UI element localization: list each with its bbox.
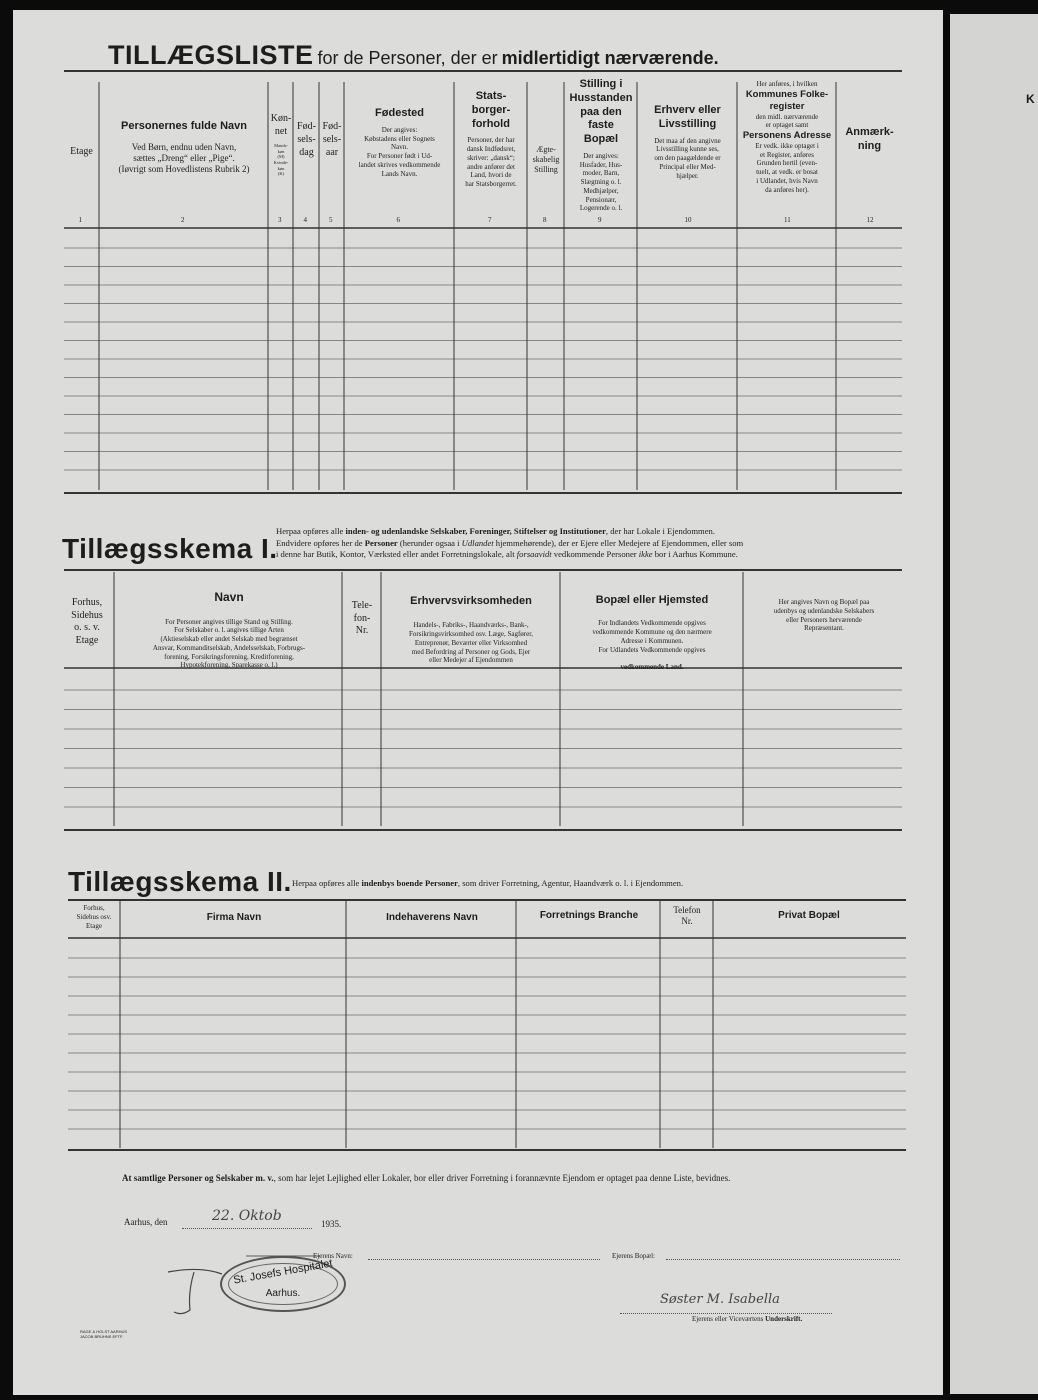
- skema2-intro: Herpaa opføres alle indenbys boende Personer, som driver Forretning, Agentur, Haandværk o. l. i Ejendommen.: [292, 878, 684, 888]
- table1-col-5: Fød- sels- aar: [322, 121, 342, 158]
- table1-col-2: Personernes fulde Navn Ved Børn, endnu uden Navn, sættes „Dreng“ eller „Pige“. (Iøvrigt som Hovedlistens Rubrik 2): [118, 120, 250, 175]
- table1-colnum-11: 11: [784, 216, 791, 224]
- skema2-col-bopael: Privat Bopæl: [778, 910, 840, 921]
- table1-col-8: Ægte- skabelig Stilling: [532, 145, 560, 174]
- ejer-bopael-line: [666, 1259, 900, 1260]
- table1-col-6: Fødested Der angives: Købstadens eller Sognets Navn. For Personer født i Ud- landet skrives vedkommende Lands Navn.: [358, 107, 441, 178]
- skema2-col-etage: Forhus, Sidehus osv. Etage: [76, 904, 112, 930]
- table1-colnum-5: 5: [329, 216, 333, 224]
- ejer-navn-label: Ejerens Navn:: [313, 1252, 353, 1260]
- skema1-col-erhverv: Erhvervsvirksomheden Handels-, Fabriks-, Haandværks-, Bank-, Forsikringsvirksomhed osv. Læge, Sagfører, Entreprenør, Beværter eller Virksomhed med Befordring af Personer og Gods, Ejer eller Medejer af Ejendommen: [408, 594, 534, 665]
- date-dotted-line: [182, 1228, 312, 1229]
- table1-col-7: Stats- borger- forhold Personer, der har dansk Indfødsret, skriver: „dansk“; andre anfører det Land, hvori de har Statsborgerret.: [465, 90, 517, 188]
- ejer-navn-line: [368, 1259, 600, 1260]
- footer-statement: At samtlige Personer og Selskaber m. v., som har lejet Lejlighed eller Lokaler, bor eller driver Forretning i forannævnte Ejendom er optaget paa denne Liste, bevidnes.: [122, 1173, 731, 1183]
- handwritten-flourish: [160, 1262, 230, 1322]
- skema2-title: Tillægsskema II.: [68, 866, 292, 897]
- signature: Søster M. Isabella: [660, 1292, 780, 1307]
- signature-caption: Ejerens eller Viceværtens Underskrift.: [692, 1315, 803, 1323]
- footer-date-line: Aarhus, den: [124, 1217, 168, 1227]
- table1-col-9: Stilling i Husstanden paa den faste Bopæl Der angives: Husfader, Hus- moder, Barn, Slægtning o. l. Medhjælper, Pensionær, Logerende o. l.: [569, 78, 633, 213]
- table1-col-11: Her anføres, i hvilken Kommunes Folke- register den midl. nærværende er optaget samt Personens Adresse Er vedk. ikke optaget i et Register, anføres Grunden hertil (even- tuelt, at vedk. er bosat i Udlandet, hvis Navn da anføres her).: [742, 80, 832, 194]
- date-handwritten: 22. Oktob: [212, 1208, 282, 1224]
- table1-colnum-8: 8: [543, 216, 547, 224]
- table1-col-3: Køn- net Mands- køn (M) Kvinde- køn (K): [270, 113, 292, 177]
- year: 1935.: [321, 1219, 342, 1229]
- table1-colnum-7: 7: [488, 216, 492, 224]
- skema2-col-branche: Forretnings Branche: [539, 910, 639, 921]
- table1-colnum-2: 2: [181, 216, 185, 224]
- ejer-bopael-label: Ejerens Bopæl:: [612, 1252, 655, 1260]
- skema2-col-telefon: Telefon Nr.: [673, 905, 701, 927]
- table1-col-1: Etage: [70, 146, 93, 157]
- skema1-col-bopael: Bopæl eller Hjemsted For Indlandets Vedkommende opgives vedkommende Kommune og den nærmere Adresse i Kommunen. For Udlandets Vedkommende opgives vedkommende Land.: [592, 593, 712, 671]
- skema1-col-navn: Navn For Personer angives tillige Stand og Stilling. For Selskaber o. l. angives tillige Arten (Aktieselskab eller andet Selskab med begrænset Ansvar, Kommanditselskab, Andelsselskab, Forbrugs- forening, Forsikringsforening, Kreditforening, Hypotekforening, Sparekasse o. l.): [152, 589, 306, 670]
- table1-colnum-4: 4: [303, 216, 307, 224]
- table1-colnum-12: 12: [866, 216, 874, 224]
- skema2-col-indehaver: Indehaverens Navn: [386, 912, 478, 923]
- skema1-intro: Herpaa opføres alle inden- og udenlandske Selskaber, Foreninger, Stiftelser og Institutioner, der har Lokale i Ejendommen. Endvidere opføres her de Personer (herunder ogsaa i Udlandet hjemmehørende), der er Ejere eller Medejere af Ejendommen, eller som i denne har Butik, Kontor, Værksted eller andet Forretningslokale, alt forsaavidt vedkommende Personer ikke bor i Aarhus Kommune.: [276, 526, 744, 560]
- adjacent-page-label: K: [1026, 92, 1035, 106]
- signature-line: [620, 1313, 832, 1314]
- table1-colnum-9: 9: [598, 216, 602, 224]
- table1-col-12: Anmærk- ning: [845, 126, 894, 152]
- printer-imprint: RAGE & HOLST AARHUS JACOB BRUHNS EFTF.: [80, 1329, 128, 1339]
- table1-colnum-3: 3: [278, 216, 282, 224]
- skema1-title: Tillægsskema I.: [62, 533, 278, 564]
- skema1-col-etage: Forhus, Sidehus o. s. v. Etage: [71, 597, 103, 646]
- table1-colnum-10: 10: [684, 216, 692, 224]
- table1-col-10: Erhverv eller Livsstilling Det maa af den angivne Livsstilling kunne ses, om den paagældende er Principal eller Med- hjælper.: [654, 104, 721, 180]
- skema2-col-firma: Firma Navn: [206, 912, 262, 923]
- skema1-col-repraesentant: Her angives Navn og Bopæl paa udenbys og udenlandske Selskabers eller Personers herværende Repræsentant.: [773, 598, 875, 633]
- hospital-stamp: St. Josefs Hospitalet Aarhus.: [220, 1256, 346, 1312]
- page-title: TILLÆGSLISTE for de Personer, der er midlertidigt nærværende.: [108, 40, 719, 70]
- table1-colnum-1: 1: [78, 216, 82, 224]
- skema1-col-telefon: Tele- fon- Nr.: [351, 600, 373, 636]
- table1-col-4: Fød- sels- dag: [297, 121, 316, 158]
- table1-colnum-6: 6: [396, 216, 400, 224]
